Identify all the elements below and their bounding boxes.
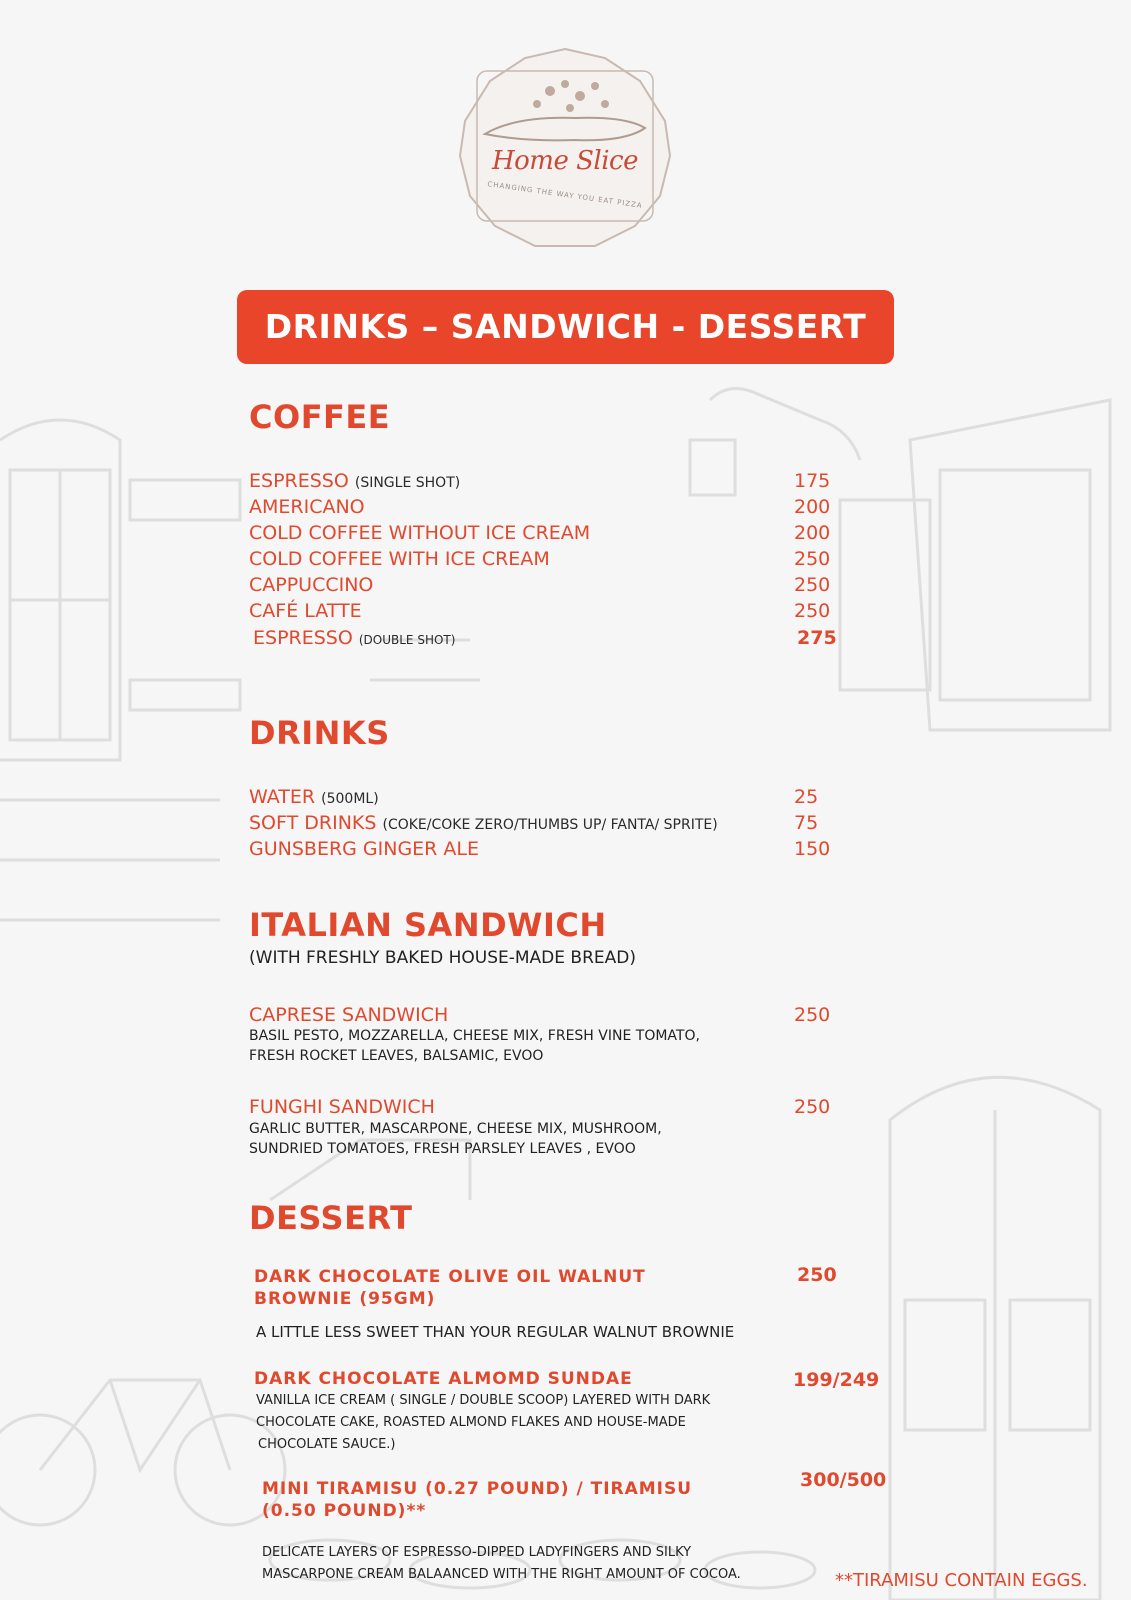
item-price: 200 <box>794 522 831 544</box>
item-price: 300/500 <box>800 1469 887 1491</box>
menu-item <box>249 470 460 492</box>
section-title-drinks: DRINKS <box>249 714 390 752</box>
section-title-dessert: DESSERT <box>249 1199 413 1237</box>
item-name: WATER <box>249 786 316 808</box>
item-name: CAPPUCCINO <box>249 574 374 596</box>
item-price: 250 <box>794 1096 831 1118</box>
logo-tagline: CHANGING THE WAY YOU EAT PIZZA <box>486 180 644 210</box>
item-price: 250 <box>794 548 831 570</box>
item-description: GARLIC BUTTER, MASCARPONE, CHEESE MIX, MUSHROOM, <box>249 1121 662 1137</box>
item-name: CAPRESE SANDWICH <box>249 1004 449 1026</box>
item-name: CAFÉ LATTE <box>249 600 362 622</box>
item-description: DELICATE LAYERS OF ESPRESSO-DIPPED LADYFINGERS AND SILKY <box>262 1545 692 1560</box>
footnote-warning: **TIRAMISU CONTAIN EGGS. <box>835 1570 1088 1591</box>
item-name: DARK CHOCOLATE ALMOMD SUNDAE <box>254 1369 633 1389</box>
item-price: 175 <box>794 470 831 492</box>
item-description: VANILLA ICE CREAM ( SINGLE / DOUBLE SCOOP) LAYERED WITH DARK <box>256 1393 711 1408</box>
item-price: 275 <box>797 627 837 649</box>
item-name: BROWNIE (95GM) <box>254 1289 436 1309</box>
item-price: 250 <box>794 574 831 596</box>
section-title-sandwich: ITALIAN SANDWICH <box>249 906 607 944</box>
item-note: (COKE/COKE ZERO/THUMBS UP/ FANTA/ SPRITE) <box>382 817 718 833</box>
item-price: 199/249 <box>793 1369 880 1391</box>
menu-item <box>249 812 718 834</box>
item-note: (500ML) <box>321 791 379 807</box>
item-description: A LITTLE LESS SWEET THAN YOUR REGULAR WALNUT BROWNIE <box>256 1323 735 1341</box>
item-price: 25 <box>794 786 819 808</box>
item-price: 75 <box>794 812 819 834</box>
item-note: (DOUBLE SHOT) <box>358 633 456 647</box>
item-description: CHOCOLATE SAUCE.) <box>258 1437 396 1452</box>
item-name: DARK CHOCOLATE OLIVE OIL WALNUT <box>254 1267 646 1287</box>
item-description: SUNDRIED TOMATOES, FRESH PARSLEY LEAVES , EVOO <box>249 1141 636 1157</box>
item-name: MINI TIRAMISU (0.27 POUND) / TIRAMISU <box>262 1479 693 1499</box>
item-name: COLD COFFEE WITH ICE CREAM <box>249 548 550 570</box>
item-description: FRESH ROCKET LEAVES, BALSAMIC, EVOO <box>249 1048 544 1064</box>
section-subtitle: (WITH FRESHLY BAKED HOUSE-MADE BREAD) <box>249 948 636 968</box>
item-price: 250 <box>794 1004 831 1026</box>
item-name: COLD COFFEE WITHOUT ICE CREAM <box>249 522 591 544</box>
brand-logo <box>455 46 675 251</box>
item-name: SOFT DRINKS <box>249 812 377 834</box>
item-description: BASIL PESTO, MOZZARELLA, CHEESE MIX, FRESH VINE TOMATO, <box>249 1028 700 1044</box>
item-name: FUNGHI SANDWICH <box>249 1096 435 1118</box>
menu-item <box>249 786 379 808</box>
item-description: CHOCOLATE CAKE, ROASTED ALMOND FLAKES AND HOUSE-MADE <box>256 1415 686 1430</box>
item-price: 250 <box>797 1264 837 1286</box>
item-name: AMERICANO <box>249 496 365 518</box>
logo-name: Home Slice <box>491 146 639 176</box>
section-title-coffee: COFFEE <box>249 398 391 436</box>
item-description: MASCARPONE CREAM BALAANCED WITH THE RIGHT AMOUNT OF COCOA. <box>262 1567 741 1582</box>
item-name: ESPRESSO <box>253 627 353 649</box>
item-name: ESPRESSO <box>249 470 349 492</box>
item-note: (SINGLE SHOT) <box>354 475 461 491</box>
item-price: 200 <box>794 496 831 518</box>
menu-item <box>253 627 455 649</box>
menu-banner: DRINKS – SANDWICH - DESSERT <box>237 290 894 364</box>
item-price: 250 <box>794 600 831 622</box>
item-name: (0.50 POUND)** <box>262 1501 427 1521</box>
item-price: 150 <box>794 838 831 860</box>
item-name: GUNSBERG GINGER ALE <box>249 838 480 860</box>
